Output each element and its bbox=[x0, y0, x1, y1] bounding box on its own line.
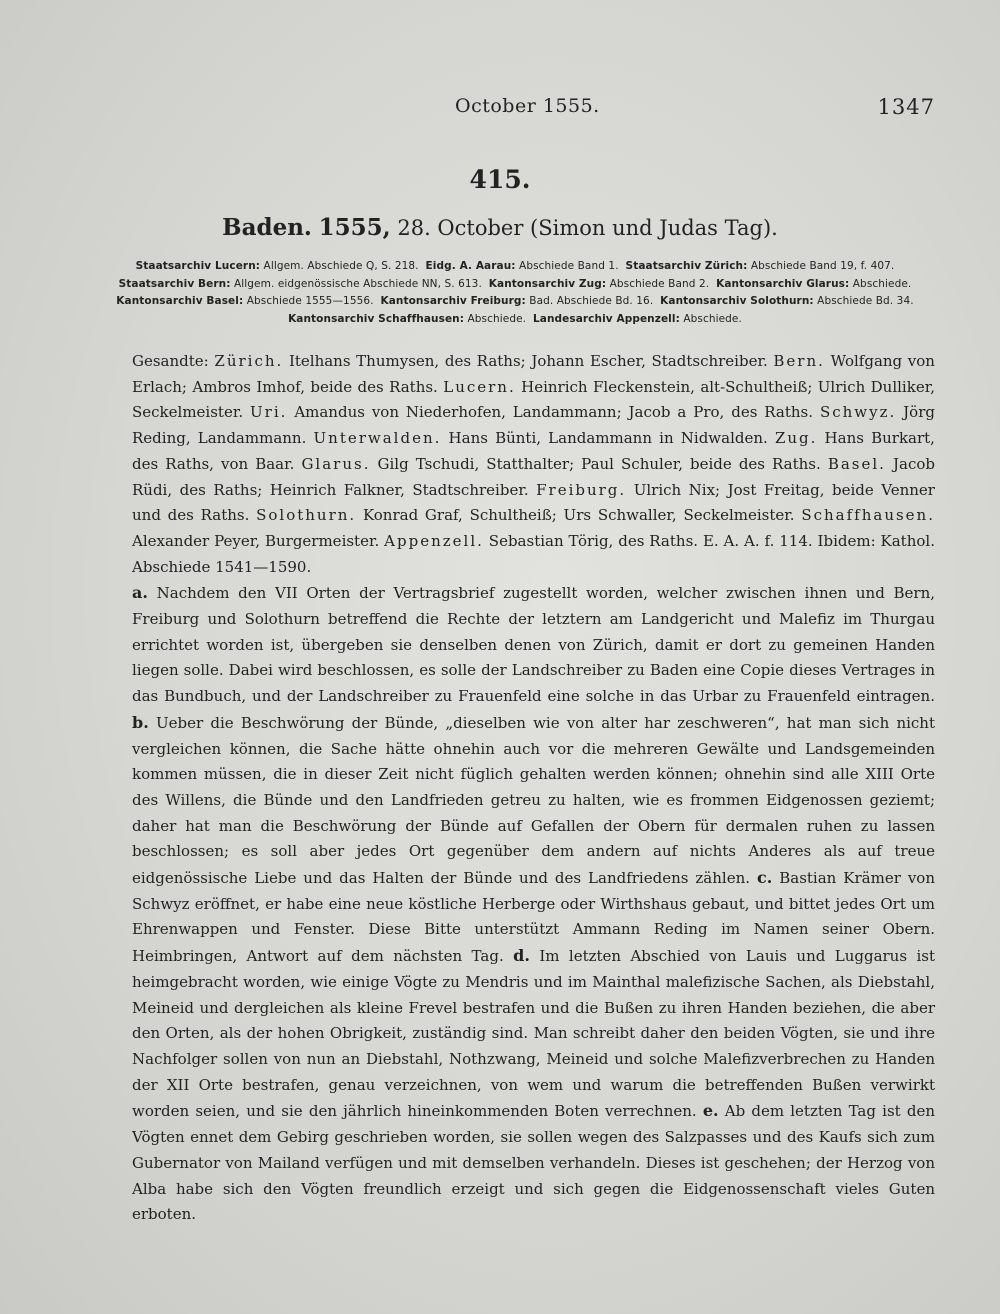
title-place: Baden. bbox=[222, 214, 312, 241]
canton-label: Unterwalden. bbox=[313, 429, 442, 448]
envoys-source: E. A. A. f. 114. Ibidem: Kathol. Abschiede 1541—1590. bbox=[132, 531, 935, 576]
canton-label: Schaffhausen. bbox=[801, 506, 935, 525]
archive-label: Kantonsarchiv Freiburg: bbox=[380, 295, 526, 307]
section-c-text: Bastian Krämer von Schwyz eröffnet, er habe eine neue köstliche Herberge oder Wirthshaus gebaut, und bittet jedes Ort um Ehrenwappen und Fenster. Diese Bitte unterstützt Ammann Reding im Namen seiner Obern. Heimbringen, Antwort auf dem nächsten Tag. bbox=[132, 869, 935, 966]
document-number: 415. bbox=[469, 165, 531, 194]
canton-label: Bern. bbox=[773, 352, 825, 370]
title-year: 1555, bbox=[318, 214, 391, 241]
archive-text: Allgem. Abschiede Q, S. 218. bbox=[263, 260, 419, 272]
envoys-glarus: Gilg Tschudi, Statthalter; Paul Schuler, beide des Raths. bbox=[377, 454, 821, 473]
envoys-bern: Wolfgang von Erlach; Ambros Imhof, beide des Raths. bbox=[132, 352, 935, 396]
archive-text: Abschiede. bbox=[467, 312, 527, 325]
canton-label: Basel. bbox=[827, 454, 886, 473]
canton-label: Glarus. bbox=[301, 454, 371, 473]
canton-label: Freiburg. bbox=[536, 480, 627, 499]
archive-label: Kantonsarchiv Zug: bbox=[488, 277, 607, 290]
running-head: October 1555. bbox=[455, 95, 600, 117]
section-marker-e: e. bbox=[702, 1101, 719, 1121]
envoys-zurich: Itelhans Thumysen, des Raths; Johann Escher, Stadtschreiber. bbox=[288, 352, 768, 370]
archive-text: Allgem. eidgenössische Abschiede NN, S. 613. bbox=[233, 277, 482, 290]
canton-label: Appenzell. bbox=[384, 531, 484, 550]
envoys-lucern: Heinrich Fleckenstein, alt-Schultheiß; Ulrich Dulliker, Seckelmeister. bbox=[132, 377, 935, 422]
title-date: 28. October (Simon und Judas Tag). bbox=[397, 216, 778, 240]
archive-label: Staatsarchiv Bern: bbox=[118, 277, 231, 290]
archive-text: Abschiede. bbox=[852, 277, 912, 290]
archive-text: Bad. Abschiede Bd. 16. bbox=[529, 295, 654, 307]
archive-text: Abschiede Band 19, f. 407. bbox=[750, 260, 895, 272]
canton-label: Zürich. bbox=[214, 352, 284, 370]
archive-sources bbox=[95, 258, 935, 328]
canton-label: Lucern. bbox=[443, 377, 516, 396]
canton-label: Schwyz. bbox=[819, 403, 897, 422]
section-marker-d: d. bbox=[513, 946, 530, 966]
archive-label: Staatsarchiv Lucern: bbox=[135, 260, 261, 272]
section-b-text: Ueber die Beschwörung der Bünde, „dieselben wie von alter har zeschweren“, hat man sich nicht vergleichen können, die Sache hätte ohnehin auch vor die mehreren Gewälte und Landsgemeinden kommen müssen, die in dieser Zeit nicht füglich gehalten werden können; ohnehin sind alle XIII Orte des Willens, die Bünde und den Landfrieden getreu zu halten, wie es frommen Eidgenossen geziemt; daher hat man die Beschwörung der Bünde auf Gefallen der Obern für dermalen ruhen zu lassen beschlossen; es soll aber jedes Ort gegenüber dem andern auf nichts Anderes als auf treue eidgenössische Liebe und das Halten der Bünde und des Landfriedens zählen. bbox=[132, 713, 935, 888]
archive-text: Abschiede Band 2. bbox=[609, 277, 710, 290]
archive-label: Staatsarchiv Zürich: bbox=[625, 260, 748, 272]
canton-label: Solothurn. bbox=[256, 506, 357, 525]
section-e-text: Ab dem letzten Tag ist den Vögten ennet dem Gebirg geschrieben worden, sie sollen wegen des Salzpasses und des Kaufs sich zum Gubernator von Mailand verfügen und mit demselben verhandeln. Dieses ist geschehen; der Herzog von Alba habe sich den Vögten freundlich erzeigt und sich gegen die Eidgenossenschaft vieles Guten erboten. bbox=[132, 1102, 935, 1224]
envoys-appenzell: Sebastian Törig, des Raths. bbox=[488, 531, 699, 550]
archive-label: Kantonsarchiv Basel: bbox=[116, 295, 244, 307]
section-marker-c: c. bbox=[756, 868, 773, 888]
envoys-intro: Gesandte: bbox=[132, 352, 209, 370]
envoys-unterwalden: Hans Bünti, Landammann in Nidwalden. bbox=[448, 429, 768, 448]
envoys-basel: Jacob Rüdi, des Raths; Heinrich Falkner, Stadtschreiber. bbox=[132, 454, 935, 499]
envoys-schaffhausen: Alexander Peyer, Burgermeister. bbox=[132, 531, 380, 550]
section-a-text: Nachdem den VII Orten der Vertragsbrief zugestellt worden, welcher zwischen ihnen und Bern, Freiburg und Solothurn betreffend die Rechte der letztern am Landgericht und Malefiz im Thurgau errichtet worden ist, übergeben sie denselben denen von Zürich, damit er dort zu gemeinen Handen liegen solle. Dabei wird beschlossen, es solle der Landschreiber zu Baden eine Copie dieses Vertrages in das Bundbuch, und der Landschreiber zu Frauenfeld eine solche in das Urbar zu Frauenfeld eintragen. bbox=[132, 584, 935, 706]
document-body bbox=[92, 349, 935, 1228]
canton-label: Uri. bbox=[250, 403, 288, 422]
page-header bbox=[0, 95, 1000, 125]
envoys-uri: Amandus von Niederhofen, Landammann; Jacob a Pro, des Raths. bbox=[294, 403, 814, 422]
archive-text: Abschiede Band 1. bbox=[519, 260, 619, 272]
archive-label: Kantonsarchiv Glarus: bbox=[716, 277, 850, 290]
archive-text: Abschiede. bbox=[683, 312, 742, 325]
section-marker-a: a. bbox=[132, 583, 148, 603]
section-d-text: Im letzten Abschied von Lauis und Luggarus ist heimgebracht worden, wie einige Vögte zu Mendris und im Mainthal malefizische Sachen, als Diebstahl, Meineid und dergleichen als kleine Frevel bestrafen und die Bußen zu ihren Handen beziehen, die aber den Orten, als der hohen Obrigkeit, zuständig sind. Man schreibt daher den beiden Vögten, sie und ihre Nachfolger sollen von nun an Diebstahl, Nothzwang, Meineid und solche Malefizverbrechen zu Handen der XII Orte bestrafen, genau verzeichnen, von wem und warum die betreffenden Bußen verwirkt worden seien, und sie den jährlich hineinkommenden Boten verrechnen. bbox=[132, 947, 935, 1121]
archive-label: Landesarchiv Appenzell: bbox=[532, 312, 680, 325]
envoys-solothurn: Konrad Graf, Schultheiß; Urs Schwaller, Seckelmeister. bbox=[362, 506, 795, 525]
section-marker-b: b. bbox=[132, 712, 149, 732]
archive-label: Kantonsarchiv Solothurn: bbox=[660, 295, 814, 307]
envoys-zug: Hans Burkart, des Raths, von Baar. bbox=[132, 429, 935, 473]
archive-text: Abschiede 1555—1556. bbox=[246, 295, 374, 307]
archive-text: Abschiede Bd. 34. bbox=[817, 295, 914, 307]
sections-paragraph bbox=[92, 580, 935, 1228]
envoys-paragraph bbox=[92, 349, 935, 580]
archive-label: Eidg. A. Aarau: bbox=[425, 260, 516, 272]
archive-label: Kantonsarchiv Schaffhausen: bbox=[288, 312, 465, 325]
canton-label: Zug. bbox=[774, 429, 818, 448]
page-number: 1347 bbox=[877, 95, 935, 119]
envoys-schwyz: Jörg Reding, Landammann. bbox=[132, 403, 935, 448]
document-title bbox=[0, 214, 1000, 241]
envoys-freiburg: Ulrich Nix; Jost Freitag, beide Venner und des Raths. bbox=[132, 480, 935, 525]
